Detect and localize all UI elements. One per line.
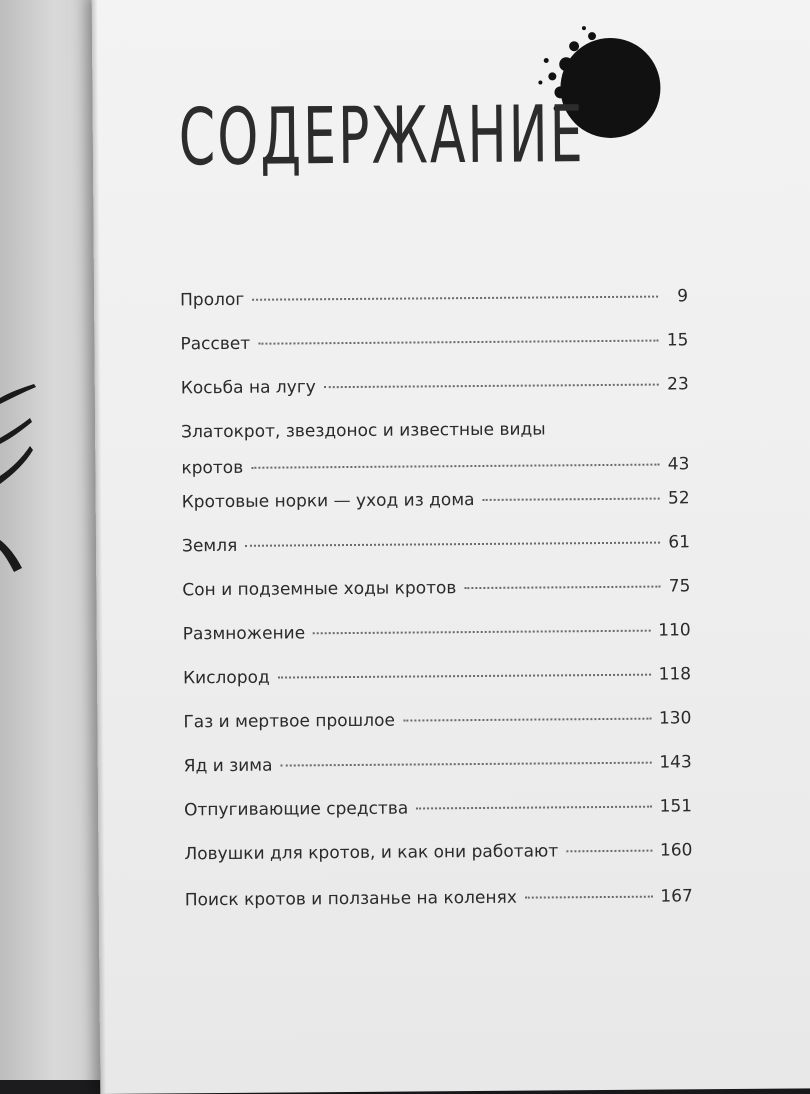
page-title: СОДЕРЖАНИЕ [178,88,586,184]
toc-page-number: 75 [668,576,691,597]
ink-brush-strokes [0,380,40,590]
toc-entry-title: Кислород [182,667,270,689]
toc-page-number: 61 [668,532,691,553]
toc-page-number: 143 [659,752,692,773]
toc-entry[interactable] [182,576,690,604]
dot-leader [483,498,660,501]
toc-page-number: 15 [666,330,689,351]
toc-entry-title: Косьба на лугу [180,377,316,399]
contents-page [92,0,810,1094]
toc-page-number: 118 [658,664,692,685]
toc-page-number: 130 [658,708,692,729]
toc-entry[interactable] [182,488,690,516]
toc-entry[interactable] [181,374,689,402]
toc-entry[interactable] [184,840,692,868]
toc-entry-title: Сон и подземные ходы кротов [182,578,457,601]
dot-leader [281,762,652,767]
toc-entry[interactable] [184,796,692,824]
toc-entry-title: Размножение [182,623,306,645]
dot-leader [566,850,652,853]
dot-leader [416,806,651,810]
dot-leader [251,464,659,469]
dot-leader [278,674,651,679]
toc-page-number: 167 [660,886,693,907]
toc-page-number: 160 [659,840,693,861]
toc-entry[interactable] [184,752,692,780]
toc-entry[interactable] [180,286,688,314]
toc-entry[interactable] [182,532,690,560]
toc-entry-title: Поиск кротов и ползанье на коленях [184,887,517,911]
toc-entry-title: Рассвет [180,333,251,355]
toc-entry-title-line-1: Златокрот, звездонос и известные виды [181,419,546,443]
toc-entry-title: Отпугивающие средства [184,798,409,821]
facing-page [0,0,100,1080]
dot-leader [245,542,660,547]
toc-entry[interactable] [180,330,688,358]
toc-page-number: 43 [667,454,690,475]
toc-entry[interactable] [183,620,691,648]
toc-entry[interactable] [183,708,691,736]
toc-entry-title: Кротовые норки — уход из дома [181,490,475,513]
toc-entry-title: кротов [181,457,244,479]
toc-page-number: 151 [659,796,693,817]
toc-page-number: 23 [667,374,689,395]
toc-entry-title: Ловушки для кротов, и как они работают [184,841,559,865]
dot-leader [313,630,650,635]
dot-leader [403,718,651,722]
toc-entry-title: Яд и зима [183,755,273,777]
toc-entry-title: Земля [181,535,238,557]
toc-entry[interactable] [181,418,689,482]
dot-leader [464,586,660,590]
toc-entry[interactable] [183,664,691,692]
dot-leader [258,340,658,345]
toc-page-number: 9 [677,286,689,307]
toc-entry-title: Пролог [180,289,245,311]
dot-leader [324,384,659,389]
toc-entry-title: Газ и мертвое прошлое [183,710,396,733]
toc-page-number: 110 [658,620,691,641]
dot-leader [525,896,652,899]
toc-page-number: 52 [667,488,690,509]
toc-entry[interactable] [185,886,693,914]
dot-leader [252,296,658,301]
